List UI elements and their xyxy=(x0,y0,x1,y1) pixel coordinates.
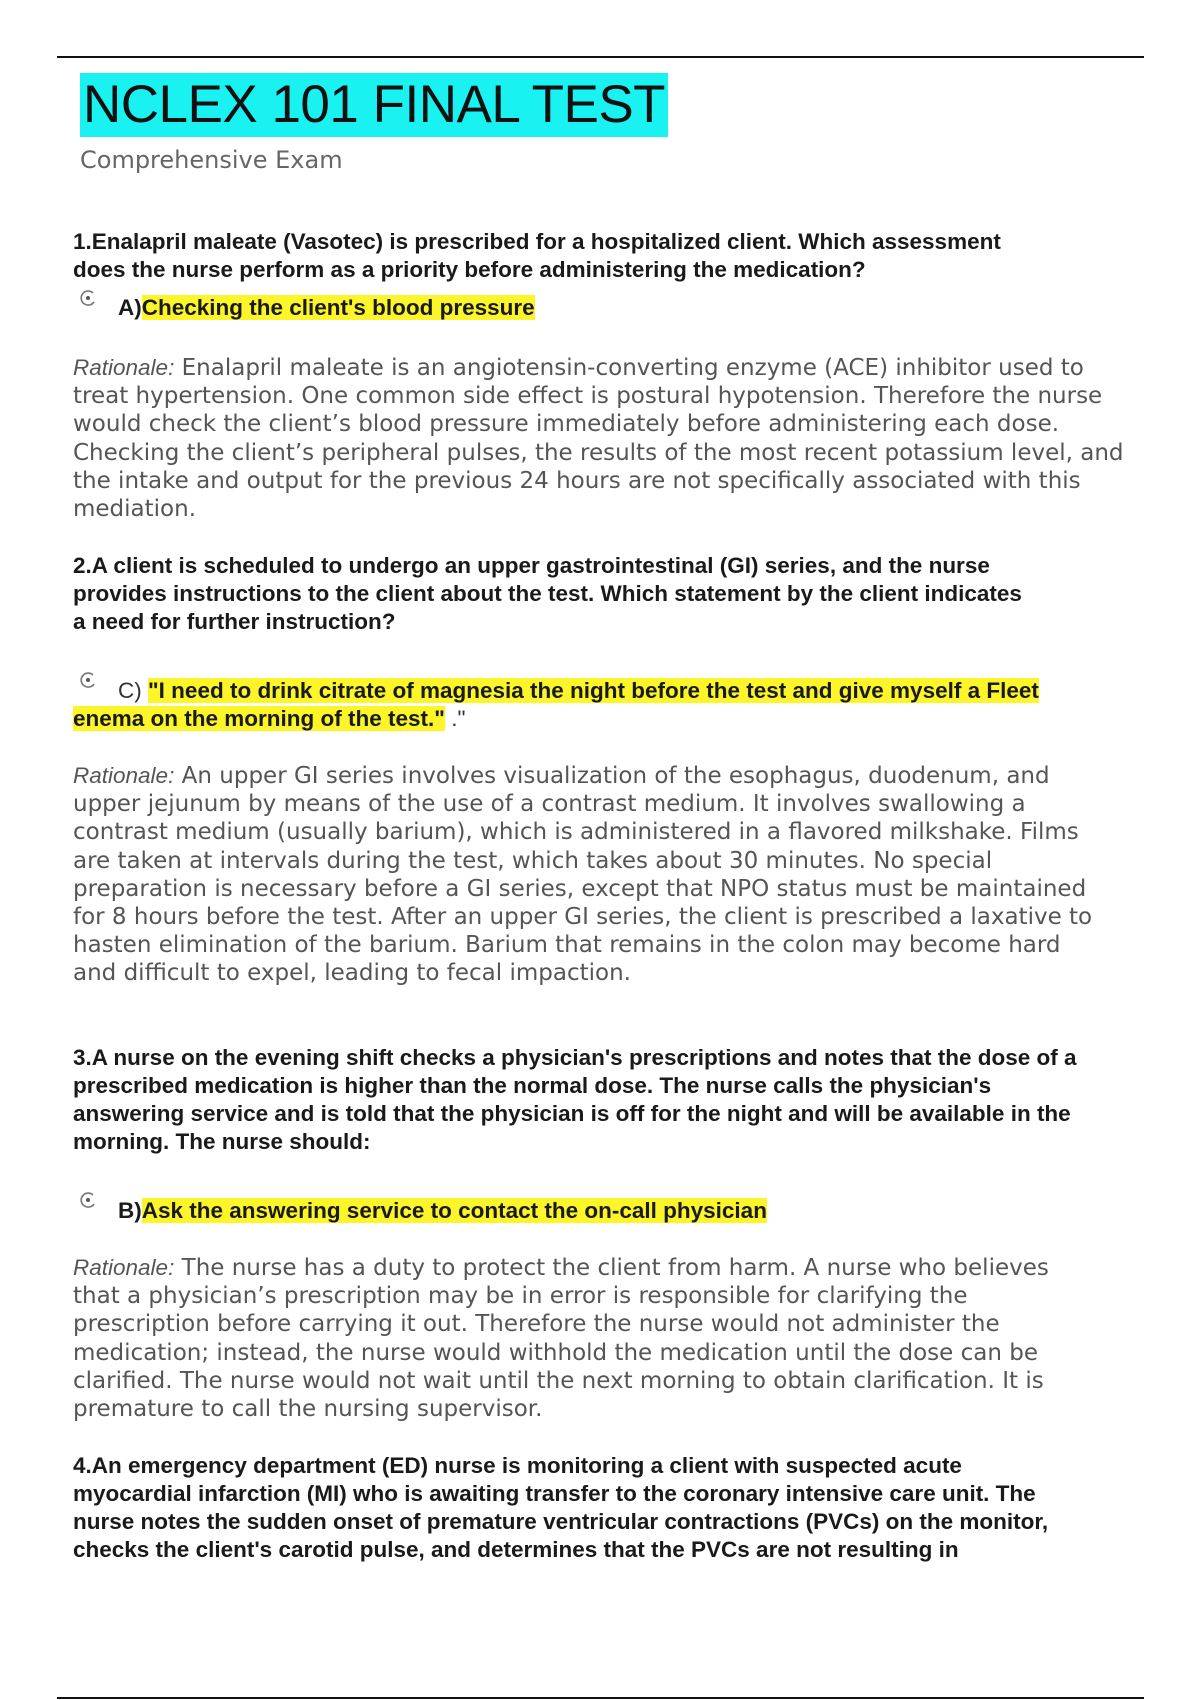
question-1-answer xyxy=(73,294,1183,322)
question-4 xyxy=(73,1452,1183,1564)
highlighted-answer: "I need to drink citrate of magnesia the night before the test and give myself a Fleet xyxy=(148,678,1039,703)
answer-letter: B) xyxy=(118,1198,142,1223)
highlighted-answer: Ask the answering service to contact the on-call physician xyxy=(141,1198,767,1223)
question-4-text: 4.An emergency department (ED) nurse is monitoring a client with suspected acute myocardial infarction (MI) who is awaiting transfer to the coronary intensive care unit. The nurse notes the sudden onset of premature ventricular contractions (PVCs) on the monitor, checks the client's carotid pulse, and determines that the PVCs are not resulting in xyxy=(73,1453,1049,1562)
highlighted-answer: Checking the client's blood pressure xyxy=(141,295,535,320)
radio-selected-icon[interactable] xyxy=(79,1191,99,1209)
question-3-rationale: Rationale: The nurse has a duty to protect the client from harm. A nurse who believes that a physician’s prescription may be in error is responsible for clarifying the prescription before carrying it out. Therefore the nurse would not administer the medication; instead, the nurse would withhold the medication until the dose can be clarified. The nurse would not wait until the next morning to obtain clarification. It is premature to call the nursing supervisor. xyxy=(73,1255,1049,1423)
top-rule xyxy=(57,56,1144,58)
radio-selected-icon[interactable] xyxy=(79,289,99,307)
bottom-rule xyxy=(57,1697,1144,1699)
page-subtitle: Comprehensive Exam xyxy=(80,146,343,174)
question-number: 2. xyxy=(73,553,92,578)
question-number: 3. xyxy=(73,1045,92,1070)
answer-letter: C) xyxy=(118,678,142,703)
question-1-text: 1.Enalapril maleate (Vasotec) is prescribed for a hospitalized client. Which assessment does the nurse perform as a priority before administering the medication? xyxy=(73,229,1001,282)
question-2 xyxy=(73,552,1183,636)
question-number: 1. xyxy=(73,229,92,254)
question-3-text: 3.A nurse on the evening shift checks a physician's prescriptions and notes that the dose of a prescribed medication is higher than the normal dose. The nurse calls the physician's answering service and is told that the physician is off for the night and will be available in the morning. The nurse should: xyxy=(73,1045,1077,1154)
question-1 xyxy=(73,228,1183,284)
page-title: NCLEX 101 FINAL TEST xyxy=(80,73,668,137)
answer-trailing: ." xyxy=(444,706,466,731)
question-number: 4. xyxy=(73,1453,92,1478)
question-1-rationale: Rationale: Enalapril maleate is an angiotensin-converting enzyme (ACE) inhibitor used to treat hypertension. One common side effect is postural hypotension. Therefore the nurse would check the client’s blood pressure immediately before administering each dose. Checking the client’s peripheral pulses, the results of the most recent potassium level, and the intake and output for the previous 24 hours are not specifically associated with this mediation. xyxy=(73,355,1124,523)
radio-selected-icon[interactable] xyxy=(79,671,99,689)
question-2-answer xyxy=(73,677,1183,733)
rationale-label: Rationale: xyxy=(73,1255,175,1280)
question-3-answer xyxy=(73,1197,1183,1225)
highlighted-answer-cont: enema on the morning of the test." xyxy=(73,706,445,731)
answer-letter: A) xyxy=(118,295,142,320)
rationale-label: Rationale: xyxy=(73,355,175,380)
question-2-rationale: Rationale: An upper GI series involves visualization of the esophagus, duodenum, and upper jejunum by means of the use of a contrast medium. It involves swallowing a contrast medium (usually barium), which is administered in a flavored milkshake. Films are taken at intervals during the test, which takes about 30 minutes. No special preparation is necessary before a GI series, except that NPO status must be maintained for 8 hours before the test. After an upper GI series, the client is prescribed a laxative to hasten elimination of the barium. Barium that remains in the colon may become hard and difficult to expel, leading to fecal impaction. xyxy=(73,763,1093,987)
question-2-text: 2.A client is scheduled to undergo an upper gastrointestinal (GI) series, and the nurse provides instructions to the client about the test. Which statement by the client indicates a need for further instruction? xyxy=(73,553,1022,634)
question-3 xyxy=(73,1044,1183,1156)
rationale-label: Rationale: xyxy=(73,763,175,788)
